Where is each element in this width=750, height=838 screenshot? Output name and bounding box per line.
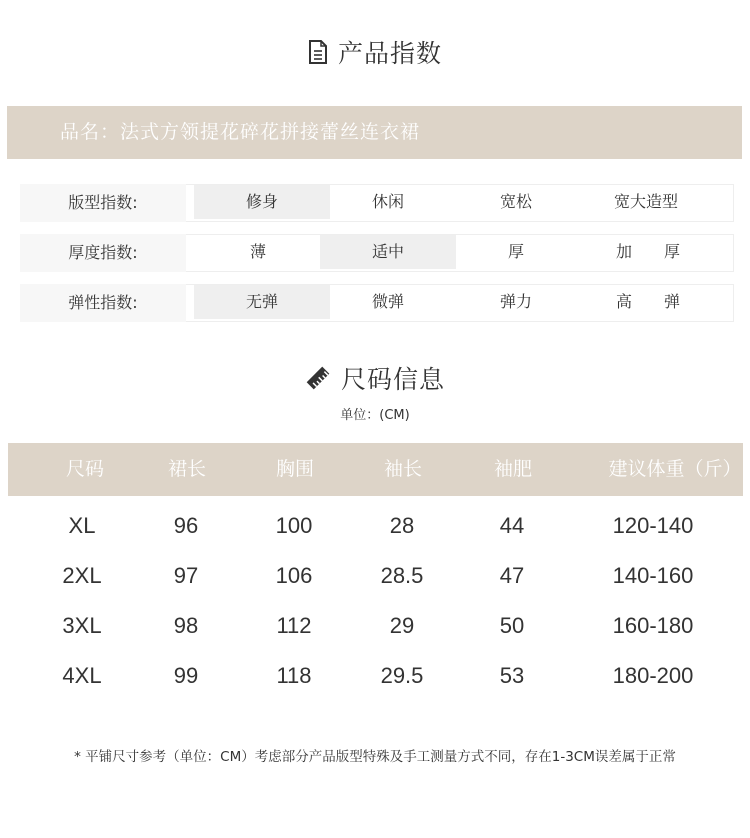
header-weight: 建议体重（斤） bbox=[608, 458, 742, 480]
product-name: 品名：法式方领提花碎花拼接蕾丝连衣裙 bbox=[60, 121, 421, 143]
elasticity-index-label: 弹性指数: bbox=[20, 284, 186, 322]
cell-size: 4XL bbox=[62, 663, 102, 688]
fit-option-casual: 休闲 bbox=[371, 192, 404, 211]
cell-dress-length: 97 bbox=[173, 563, 199, 588]
cell-sleeve-length: 28 bbox=[389, 513, 415, 538]
fit-index-label: 版型指数: bbox=[20, 184, 186, 222]
cell-sleeve-width: 47 bbox=[499, 563, 525, 588]
cell-weight: 160-180 bbox=[612, 613, 694, 638]
cell-bust: 118 bbox=[276, 663, 312, 688]
header-dress-length: 裙长 bbox=[167, 458, 206, 480]
ruler-icon bbox=[305, 365, 331, 391]
index-section-title bbox=[0, 32, 750, 72]
elasticity-index-row bbox=[20, 284, 733, 322]
cell-bust: 106 bbox=[275, 563, 313, 588]
document-icon bbox=[308, 40, 328, 64]
thickness-option-thick: 厚 bbox=[507, 242, 524, 261]
cell-weight: 180-200 bbox=[612, 663, 694, 688]
thickness-index-row bbox=[20, 234, 733, 272]
fit-index-row bbox=[20, 184, 733, 222]
cell-sleeve-width: 53 bbox=[499, 663, 525, 688]
thickness-option-extra-thick: 加 厚 bbox=[615, 242, 680, 261]
header-size: 尺码 bbox=[65, 458, 104, 480]
size-title-text: 尺码信息 bbox=[340, 365, 445, 394]
elasticity-option-slight: 微弹 bbox=[371, 292, 404, 311]
cell-dress-length: 96 bbox=[173, 513, 199, 538]
cell-bust: 100 bbox=[275, 513, 313, 538]
size-section-title bbox=[0, 360, 750, 396]
measurement-footnote: * 平铺尺寸参考（单位：CM）考虑部分产品版型特殊及手工测量方式不同，存在1-3CM误差属于正常 bbox=[74, 749, 676, 765]
header-sleeve-width: 袖肥 bbox=[493, 458, 532, 480]
fit-option-loose: 宽松 bbox=[499, 192, 532, 211]
cell-weight: 140-160 bbox=[612, 563, 694, 588]
cell-sleeve-length: 28.5 bbox=[380, 563, 424, 588]
cell-dress-length: 99 bbox=[173, 663, 199, 688]
header-bust: 胸围 bbox=[275, 458, 314, 480]
cell-weight: 120-140 bbox=[612, 513, 694, 538]
thickness-option-medium: 适中 bbox=[320, 235, 456, 269]
elasticity-option-none: 无弹 bbox=[194, 285, 330, 319]
fit-option-oversized: 宽大造型 bbox=[613, 192, 678, 211]
cell-sleeve-length: 29.5 bbox=[380, 663, 424, 688]
cell-size: 3XL bbox=[62, 613, 102, 638]
unit-label: 单位：(CM) bbox=[340, 408, 410, 423]
cell-bust: 112 bbox=[276, 613, 312, 638]
cell-sleeve-length: 29 bbox=[389, 613, 415, 638]
fit-option-slim: 修身 bbox=[194, 185, 330, 219]
header-sleeve-length: 袖长 bbox=[383, 458, 422, 480]
cell-size: XL bbox=[68, 513, 96, 538]
cell-dress-length: 98 bbox=[173, 613, 199, 638]
index-title-text: 产品指数 bbox=[337, 39, 442, 68]
thickness-index-label: 厚度指数: bbox=[20, 234, 186, 272]
cell-sleeve-width: 50 bbox=[499, 613, 525, 638]
elasticity-option-stretch: 弹力 bbox=[499, 292, 532, 311]
cell-sleeve-width: 44 bbox=[499, 513, 525, 538]
thickness-option-thin: 薄 bbox=[249, 242, 266, 261]
elasticity-option-high: 高 弹 bbox=[615, 292, 680, 311]
cell-size: 2XL bbox=[62, 563, 102, 588]
